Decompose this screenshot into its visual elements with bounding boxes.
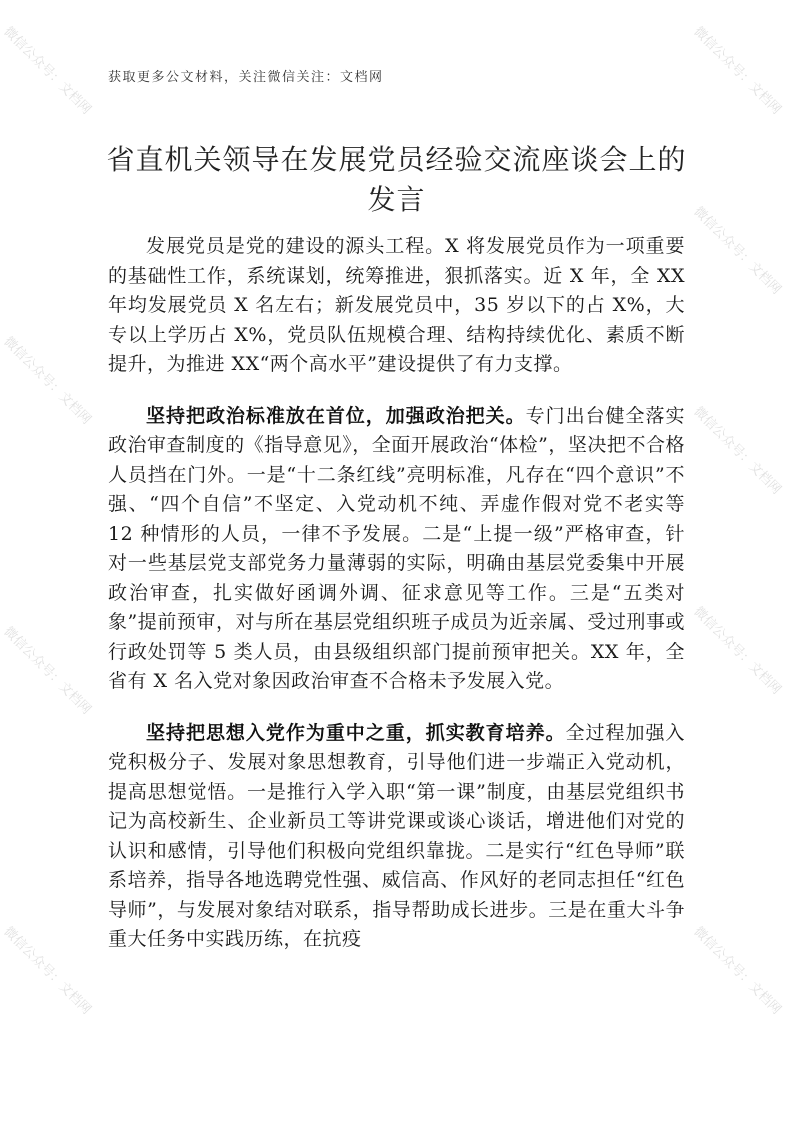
paragraph-text: 全过程加强入党积极分子、发展对象思想教育，引导他们进一步端正入党动机，提高思想觉悟。一是推行入学入职“第一课”制度，由基层党组织书记为高校新生、企业新员工等讲党课或谈心谈话，增进他们对党的认识和感情，引导他们积极向党组织靠拢。二是实行“红色导师”联系培养，指导各地选聘党性强、威信高、作风好的老同志担任“红色导师”，与发展对象结对联系，指导帮助成长进步。三是在重大斗争重大任务中实践历练，在抗疫 <box>108 721 685 950</box>
watermark: 微信公众号：文档网 <box>690 24 784 118</box>
paragraph-ideological-education <box>108 719 685 955</box>
document-body <box>108 232 685 955</box>
document-title <box>90 140 703 220</box>
title-line-1: 省直机关领导在发展党员经验交流座谈会上的 <box>106 143 687 176</box>
watermark: 微信公众号：文档网 <box>690 924 784 1018</box>
title-line-2: 发言 <box>367 183 426 216</box>
paragraph-heading: 坚持把政治标准放在首位，加强政治把关。 <box>146 404 526 427</box>
watermark: 微信公众号：文档网 <box>690 204 784 298</box>
paragraph-heading: 坚持把思想入党作为重中之重，抓实教育培养。 <box>146 721 566 744</box>
watermark: 微信公众号：文档网 <box>690 404 784 498</box>
watermark: 微信公众号：文档网 <box>0 924 94 1018</box>
watermark: 微信公众号：文档网 <box>0 24 94 118</box>
paragraph-text: 专门出台健全落实政治审查制度的《指导意见》，全面开展政治“体检”，坚决把不合格人员挡在门外。一是“十二条红线”亮明标准，凡存在“四个意识”不强、“四个自信”不坚定、入党动机不纯、弄虚作假对党不老实等 12 种情形的人员，一律不予发展。二是“上提一级”严格审查，针对一些基层党支部党务力量薄弱的实际，明确由基层党委集中开展政治审查，扎实做好函调外调、征求意见等工作。三是“五类对象”提前预审，对与所在基层党组织班子成员为近亲属、受过刑事或行政处罚等 5 类人员，由县级组织部门提前预审把关。XX 年，全省有 X 名入党对象因政治审查不合格未予发展入党。 <box>108 404 685 692</box>
watermark: 微信公众号：文档网 <box>690 604 784 698</box>
watermark: 微信公众号：文档网 <box>0 334 94 428</box>
watermark: 微信公众号：文档网 <box>0 624 94 718</box>
paragraph-intro: 发展党员是党的建设的源头工程。X 将发展党员作为一项重要的基础性工作，系统谋划，统筹推进，狠抓落实。近 X 年，全 XX 年均发展党员 X 名左右；新发展党员中，35 岁以下的占 X%，大专以上学历占 X%，党员队伍规模合理、结构持续优化、素质不断提升，为推进 XX“两个高水平”建设提供了有力支撑。 <box>108 235 685 375</box>
header-note: 获取更多公文材料，关注微信关注：文档网 <box>108 70 384 85</box>
paragraph-political-standard <box>108 402 685 697</box>
